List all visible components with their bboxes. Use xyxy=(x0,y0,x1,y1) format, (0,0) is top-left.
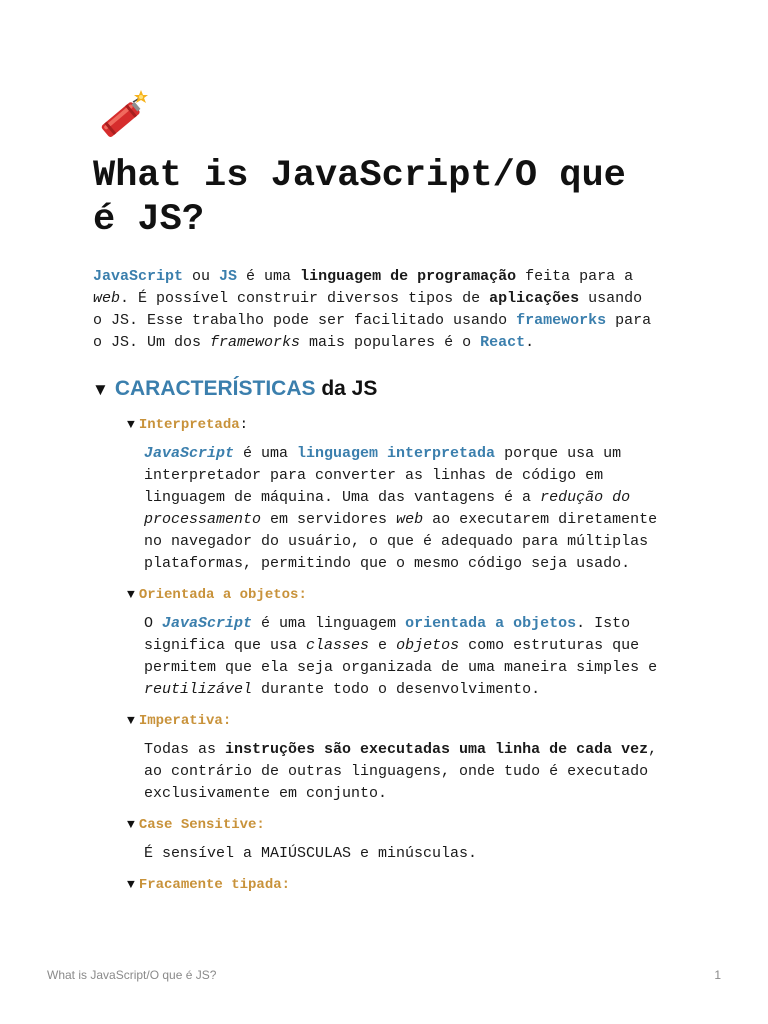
intro-paragraph: JavaScript ou JS é uma linguagem de programação feita para a web. É possível construir diversos tipos de aplicações usando o JS. Esse trabalho pode ser facilitado usando frameworks para o JS. Um dos frameworks mais populares é o React. xyxy=(93,268,652,351)
document-page xyxy=(93,88,693,903)
toggle-label: Orientada a objetos: xyxy=(138,587,307,603)
page-number: 1 xyxy=(714,968,721,982)
section-title-rest: da JS xyxy=(315,377,378,400)
section-toggle-caracteristicas[interactable] xyxy=(92,374,693,405)
toggle-item-imperativa xyxy=(127,711,693,805)
toggle-item-orientada-a-objetos xyxy=(127,585,693,701)
item-paragraph: JavaScript é uma linguagem interpretada porque usa um interpretador para converter as linhas de código em linguagem de máquina. Uma das vantagens é a redução do processamento em servidores web ao executarem diretamente no navegador do usuário, o que é adequado para múltiplas plataformas, permitindo que o mesmo código seja usado. xyxy=(144,445,658,572)
italic-text: classes xyxy=(306,637,370,654)
toggle-body xyxy=(144,613,693,701)
keyword: JavaScript xyxy=(162,615,253,632)
italic-text: frameworks xyxy=(210,334,301,351)
item-paragraph: Todas as instruções são executadas uma linha de cada vez, ao contrário de outras linguagens, onde tudo é executado exclusivamente em conjunto. xyxy=(144,741,658,802)
bold-text: instruções são executadas uma linha de cada vez xyxy=(225,741,649,758)
toggle-item-case-sensitive xyxy=(127,815,693,865)
triangle-down-icon: ▼ xyxy=(127,877,135,892)
bold-text: linguagem de programação xyxy=(300,268,517,285)
firecracker-icon xyxy=(93,88,153,144)
toggle-header[interactable]: ▼ Interpretada: xyxy=(127,417,249,433)
triangle-down-icon: ▼ xyxy=(92,380,109,399)
page-footer xyxy=(47,968,721,982)
italic-text: reutilizável xyxy=(144,681,253,698)
keyword: JavaScript xyxy=(93,268,184,285)
keyword: JS xyxy=(219,268,238,285)
triangle-down-icon: ▼ xyxy=(127,713,135,728)
toggle-body xyxy=(144,443,693,575)
keyword: linguagem interpretada xyxy=(297,445,496,462)
triangle-down-icon: ▼ xyxy=(127,817,135,832)
bold-text: aplicações xyxy=(489,290,580,307)
footer-doc-title: What is JavaScript/O que é JS? xyxy=(47,968,217,982)
toggle-label: Imperativa: xyxy=(138,713,232,729)
toggle-header[interactable] xyxy=(127,585,693,605)
italic-text: redução do xyxy=(540,489,631,506)
toggle-label: Interpretada xyxy=(138,417,240,433)
toggle-header[interactable] xyxy=(127,815,693,835)
italic-text: objetos xyxy=(396,637,460,654)
toggle-body xyxy=(144,843,693,865)
page-title xyxy=(93,154,693,242)
triangle-down-icon: ▼ xyxy=(127,417,135,432)
page-title-line-1: What is JavaScript/O que xyxy=(93,155,626,197)
toggle-header[interactable] xyxy=(127,875,693,895)
toggle-label: Fracamente tipada: xyxy=(138,877,291,893)
section-title-keyword: CARACTERÍSTICAS xyxy=(114,377,316,400)
keyword: React xyxy=(480,334,526,351)
page-title-line-2: é JS? xyxy=(93,199,205,241)
italic-text: web xyxy=(93,290,121,307)
toggle-item-interpretada xyxy=(127,415,693,575)
keyword: JavaScript xyxy=(144,445,235,462)
italic-text: processamento xyxy=(144,511,262,528)
italic-text: web xyxy=(396,511,424,528)
item-paragraph: É sensível a MAIÚSCULAS e minúsculas. xyxy=(144,845,478,862)
toggle-header[interactable] xyxy=(127,711,693,731)
keyword: frameworks xyxy=(516,312,607,329)
keyword: orientada a objetos xyxy=(405,615,577,632)
toggle-item-fracamente-tipada xyxy=(127,875,693,895)
item-paragraph: O JavaScript é uma linguagem orientada a objetos. Isto significa que usa classes e objetos como estruturas que permitem que ela seja organizada de uma maneira simples e reutilizável durante todo o desenvolvimento. xyxy=(144,615,658,698)
triangle-down-icon: ▼ xyxy=(127,587,135,602)
toggle-body xyxy=(144,739,693,805)
toggle-label: Case Sensitive: xyxy=(138,817,265,833)
